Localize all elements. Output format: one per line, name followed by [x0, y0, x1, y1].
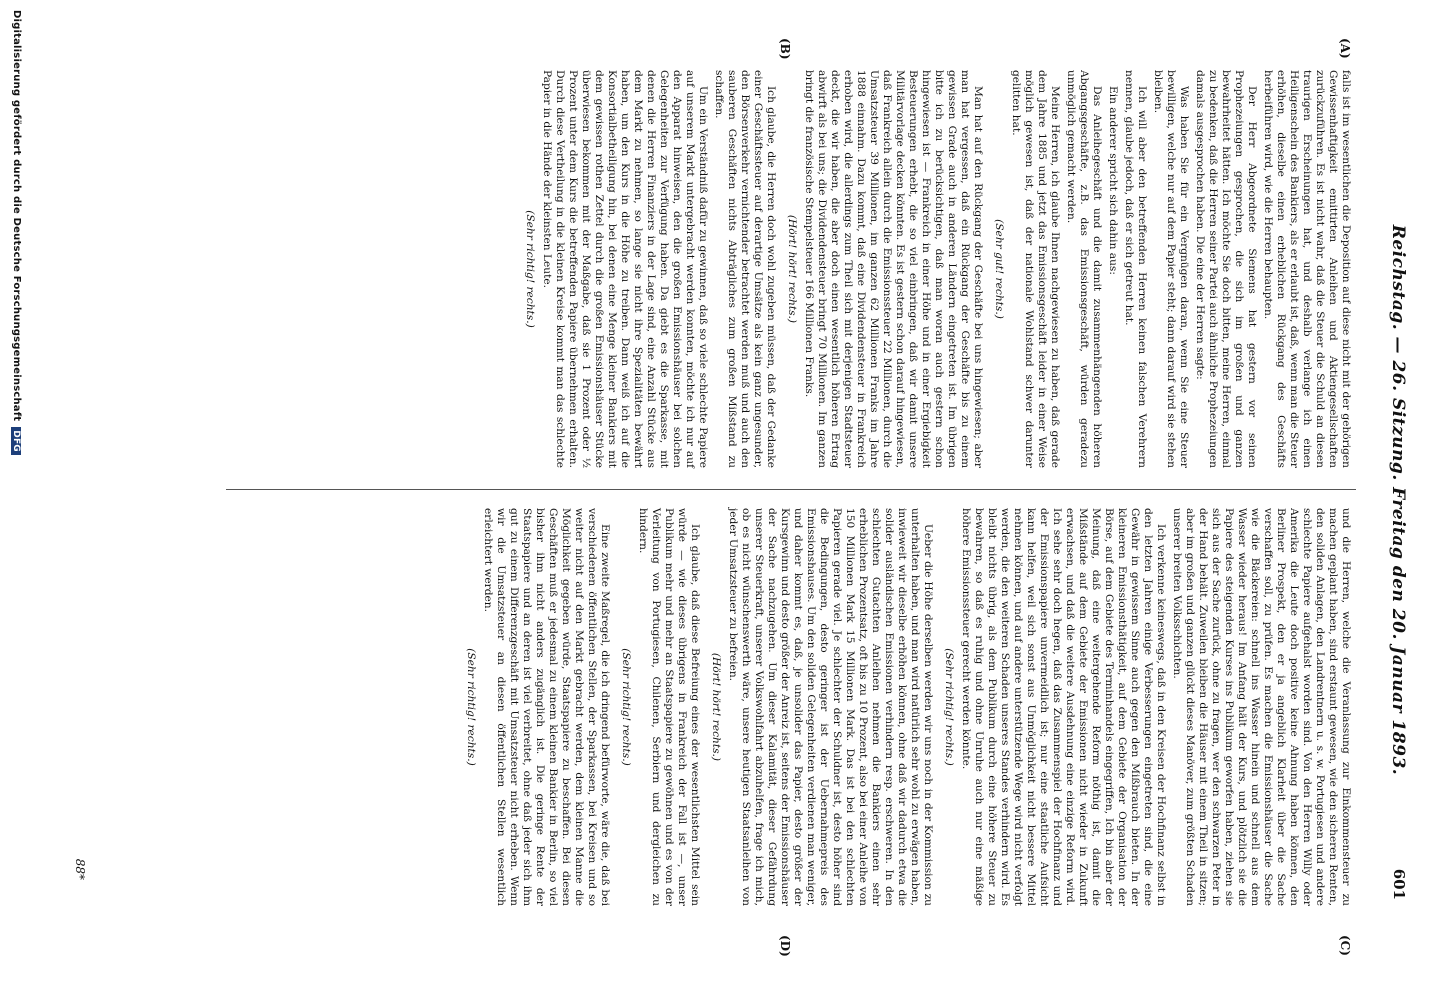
- dfg-logo-icon: DFG: [11, 427, 21, 455]
- paragraph: Meine Herren, ich glaube Ihnen nachgewiesen zu haben, daß gerade dem Jahre 1885 und jetzt das Emissionsgeschäft leider in einer Weise möglich gewesen ist, daß der nationale Wohlstand schwer darunter gelitten hat.: [1010, 70, 1061, 468]
- paragraph: und die Herren, welche die Veranlassung zur Einkommensteuer zu machen geplant haben, sind erstaunt gewesen, wie den sicheren Renten, den soliden Anlagen, den Landrentnern u. s. w. Portugiesen und andere schlechte Papiere aufgehalst worden sind. Von den Herren Willy oder Amerika die Leute doch positive keine Ahnung haben können, den Berliner Prospekt, den er ja angeblich Klarheit über die Sache verschaffen soll, zu prüfen. Es machen die Emissionshäuser die Sache wie die Bäckereien: schnell ins Wasser hinein und schnell aus dem Wasser wieder heraus! Im Anfang hält der Kurs, und plötzlich sie die Papiere des steigenden Kurses ins Publikum geworfen haben, ziehen sie sich aus der Sache zurück, ohne zu fragen, wer den schwarzen Peter in der Hand behält. Zuweilen bleiben die Häuser mit einem Theil in sitzen; aber im großen und ganzen glückt dieses Manöver, zum größten Schaden unserer breiten Volksschichten.: [1171, 508, 1352, 906]
- page-signature: 88*: [73, 858, 87, 880]
- paragraph: Ich glaube, die Herren doch wohl zugeben müssen, daß der Gedanke einer Geschäftssteuer auf derartige Umsätze als kein ganz ungesunder, den Börsenverkehr vernichtender betrachtet werden muß und auch den sauberen Geschäften nichts Abträgliches zum großen Mißstand zu schaffen.: [713, 70, 777, 468]
- paragraph: falls ist im wesentlichen die Deposition auf diese nicht mit der gehörigen Gewissenhaftigkeit emittirten Anleihen und Aktiengesellschaften zurückzuführen. Es ist nicht wahr, daß die Steuer die Schuld an diesen traurigen Erscheinungen hat, und deshalb verlange ich einen Heiligenschein des Bankiers, als er erlaubt ist, daß, wenn man die Steuer erhöhen, dieselbe einen erheblichen Rückgang des Geschäfts herbeiführen wird, wie die Herren behaupten.: [1262, 70, 1352, 468]
- paragraph: Der Herr Abgeordnete Siemens hat gestern vor seinen Prophezeiungen gesprochen, die sich im großen und ganzen bewahrheitet hätten. Ich möchte Sie doch bitten, meine Herren, einmal zu bedenken, daß die Herren seiner Partei auch ähnliche Prophezeiungen damals ausgesprochen haben. Die eine der Herren sagte:: [1194, 70, 1258, 468]
- margin-marker-b: (B): [778, 38, 792, 60]
- digitization-credit: [11, 10, 22, 455]
- paragraph: Um ein Verständniß dafür zu gewinnen, daß so viele schlechte Papiere auf unserem Markt untergebracht werden konnten, möchte ich nur auf den Apparat hinweisen, den die großen Emissionshäuser bei solchen Gelegenheiten zur Verfügung haben. Da giebt es die Sparkasse, mit denen die Herren Finanziers in der Lage sind, eine Anzahl Stücke aus dem Markt zu nehmen, so lange sie nicht ihre Spezialitäten bewährt haben, um den Kurs in die Höhe zu treiben. Dann weiß ich auf die Konsortialbetheiligung hin, bei denen eine Menge kleiner Bankiers mit dem gewissen rothen Zettel durch die großen Emissionshäuser Stücke überwiesen bekommen mit der Maßgabe, daß sie 1 Prozent oder ½ Prozent unter dem Kurs die betreffenden Papiere übernehmen erhalten. Durch diese Vertheilung in die kleinen Kreise kommt man das schlechte Papier in die Hände der kleinsten Leute.: [541, 70, 709, 468]
- paragraph: Man hat auf den Rückgang der Geschäfte bei uns hingewiesen; aber man hat vergessen, daß ein Rückgang der Geschäfte bis zu einem gewissen Grade auch in anderen Ländern eingetreten ist. Im übrigen bitte ich zu berücksichtigen, daß man woran auch gestern schon hingewiesen ist — Frankreich in einer Höhe und in einer Ergiebigkeit Besteuerungen erhebt, die so viel einbringen, daß wir damit unsere Militärvorlage decken könnten. Es ist gestern schon darauf hingewiesen, daß Frankreich allein durch die Emissionssteuer 22 Millionen, durch die Umsatzsteuer 39 Millionen, im ganzen 62 Millionen Franks im Jahre 1888 einnahm. Dazu kommt, daß eine Dividendensteuer in Frankreich erhoben wird, die allerdings zum Theil sich mit derjenigen Stadtsteuer deckt, die wir haben, die aber doch einen wesentlich höheren Ertrag abwirft als bei uns; die Dividendensteuer bringt 70 Millionen. Im ganzen bringt die französische Stempelsteuer 166 Millionen Franks.: [803, 70, 984, 468]
- margin-marker-c: (C): [1338, 935, 1352, 956]
- paragraph: Ich will aber den betreffenden Herren keinen falschen Verehrern nennen, glaube jedoch, daß er sich getreut hat.: [1123, 70, 1148, 468]
- paragraph: Ueber die Höhe derselben werden wir uns noch in der Kommission zu unterhalten haben, und man wird natürlich sehr wohl zu erwägen haben, inwieweit wir dieselbe erhöhen können, ohne daß wir dadurch etwa die solider ausländischen Emissionen verhindern resp. erschweren. In den schlechten Gutachten Anleihen nehmen die Bankiers einen sehr erheblichen Prozentsatz, oft bis zu 10 Prozent, also bei einer Anleihe von 150 Millionen Mark 15 Millionen Mark. Das ist bei den schlechten Papieren gerade viel. Je schlechter der Schuldner ist, desto höher sind die Bedingungen, desto geringer ist der Uebernahmepreis des Emissionshauses. Um den soliden Gelegenheiten verdienen man weniger, und daher kommt es, daß, je unsolider das Papier, desto größer der Kursgewinn und desto größer der Anreiz ist, seitens der Emissionshäuser der Sache nachzugehen. Um dieser Kalamität, dieser Gefährdung unserer Steuerkraft, unserer Volkswohlfahrt abzuhelfen, frage ich mich, ob es nicht wünschenswerth wäre, unsere heutigen Staatsanleihen von jeder Umsatzsteuer zu befreien.: [727, 508, 934, 906]
- applause-note: (Hört! hört! rechts.): [786, 214, 798, 324]
- right-column: [456, 508, 1352, 906]
- paragraph: Ich glaube, daß diese Befreiung eines der wesentlichsten Mittel sein würde — wie dieses übrigens in Frankreich der Fall ist —, unser Publikum mehr und mehr an Staatspapiere zu gewöhnen und es von der Verleitung von Portugiesen, Chilenen, Serbiern und dergleichen zu hindern.: [637, 508, 701, 906]
- applause-note: (Sehr richtig! rechts.): [465, 648, 477, 766]
- paragraph: Ein anderer spricht sich dahin aus:: [1107, 86, 1119, 275]
- applause-note: (Sehr richtig! rechts.): [524, 210, 536, 328]
- left-column: [515, 70, 1352, 468]
- applause-note: (Sehr richtig! rechts.): [620, 648, 632, 766]
- running-title: Reichstag. — 26. Sitzung. Freitag den 20. Januar 1893.: [1388, 224, 1408, 776]
- applause-note: (Sehr gut! rechts.): [993, 219, 1005, 319]
- applause-note: (Sehr richtig! rechts.): [943, 648, 955, 766]
- credit-text: Digitalisierung gefördert durch die Deutsche Forschungsgemeinschaft: [11, 10, 22, 422]
- paragraph: Eine zweite Maßregel, die ich dringend befürworte, wäre die, daß bei verschiedenen öffentlichen Stellen, der Sparkassen, bei Kreisen und so weiter nicht auf den Markt gebracht werden, dem kleinen Manne die Möglichkeit gegeben würde, Staatspapiere zu beschaffen. Bei diesen Geschäften muß er jedesmal zu einem kleinen Bankier in Berlin, so viel bisher ihm nicht anders zugänglich ist. Die geringe Rente der Staatspapiere und an deren ist viel verbreitet, ohne daß jeder sich ihm gut zu einem Differenzgeschäft mit Umsatzsteuer nicht erheben. Wenn wir die Umsatzsteuer an diesen öffentlichen Stellen wesentlich erleichtert werden.: [482, 508, 611, 906]
- applause-note: (Hört! hört! rechts.): [710, 652, 722, 762]
- quotation: Was haben Sie für ein Vergnügen daran, wenn Sie eine Steuer bewilligen, welche nur auf dem Papier steht; dann darauf wird sie stehen bleiben.: [1152, 70, 1190, 468]
- column-divider: [226, 489, 1356, 490]
- margin-marker-d: (D): [778, 935, 792, 957]
- paragraph: Ich verkenne keineswegs, daß in den Kreisen der Hochfinanz selbst in den letzten Jahren einige Verbesserungen eingetreten sind, die eine Gewähr in gewissem Sinne auch gegen den Mißbrauch bieten. In der kleineren Emissionsthätigkeit, auf dem Gebiete der Organisation der Börse, auf dem Gebiete des Terminhandels eingegriffen, Ich bin aber der Meinung, daß eine weitergehende Reform nöthig ist, damit die Mißstände auf dem Gebiete der Emissionen nicht wieder in Zukunft erwachsen, und daß die weitere Ausdehnung eine einzige Reform wird. Ich sehe sehr doch hegen, daß das Zusammenspiel der Hochfinanz und der Emissionspapiere unvermeidlich ist; nur eine staatliche Aufsicht kann helfen, weil sich sonst aus Unmöglichkeit nicht bessere Mittel nehmen können, und auf andere unterstützende Wege wird nicht verfolgt werden, die den weiteren Schaden unseres Standes verhindern wird. Es bleibt nichts übrig, als dem Publikum durch eine höhere Steuer zu bewahren, so daß es ruhig und ohne Unruhe auch nur eine mäßige höhere Emissionssteuer gerecht werden könnte.: [960, 508, 1167, 906]
- page-folio: 601: [1390, 868, 1408, 900]
- page-header: [1378, 60, 1412, 940]
- quotation: Das Anleihegeschäft und die damit zusammenhängenden höheren Abgangsgeschäfte, z.B. das Emissionsgeschäft, würden geradezu unmöglich gemacht werden.: [1065, 70, 1103, 468]
- margin-marker-a: (A): [1338, 38, 1352, 59]
